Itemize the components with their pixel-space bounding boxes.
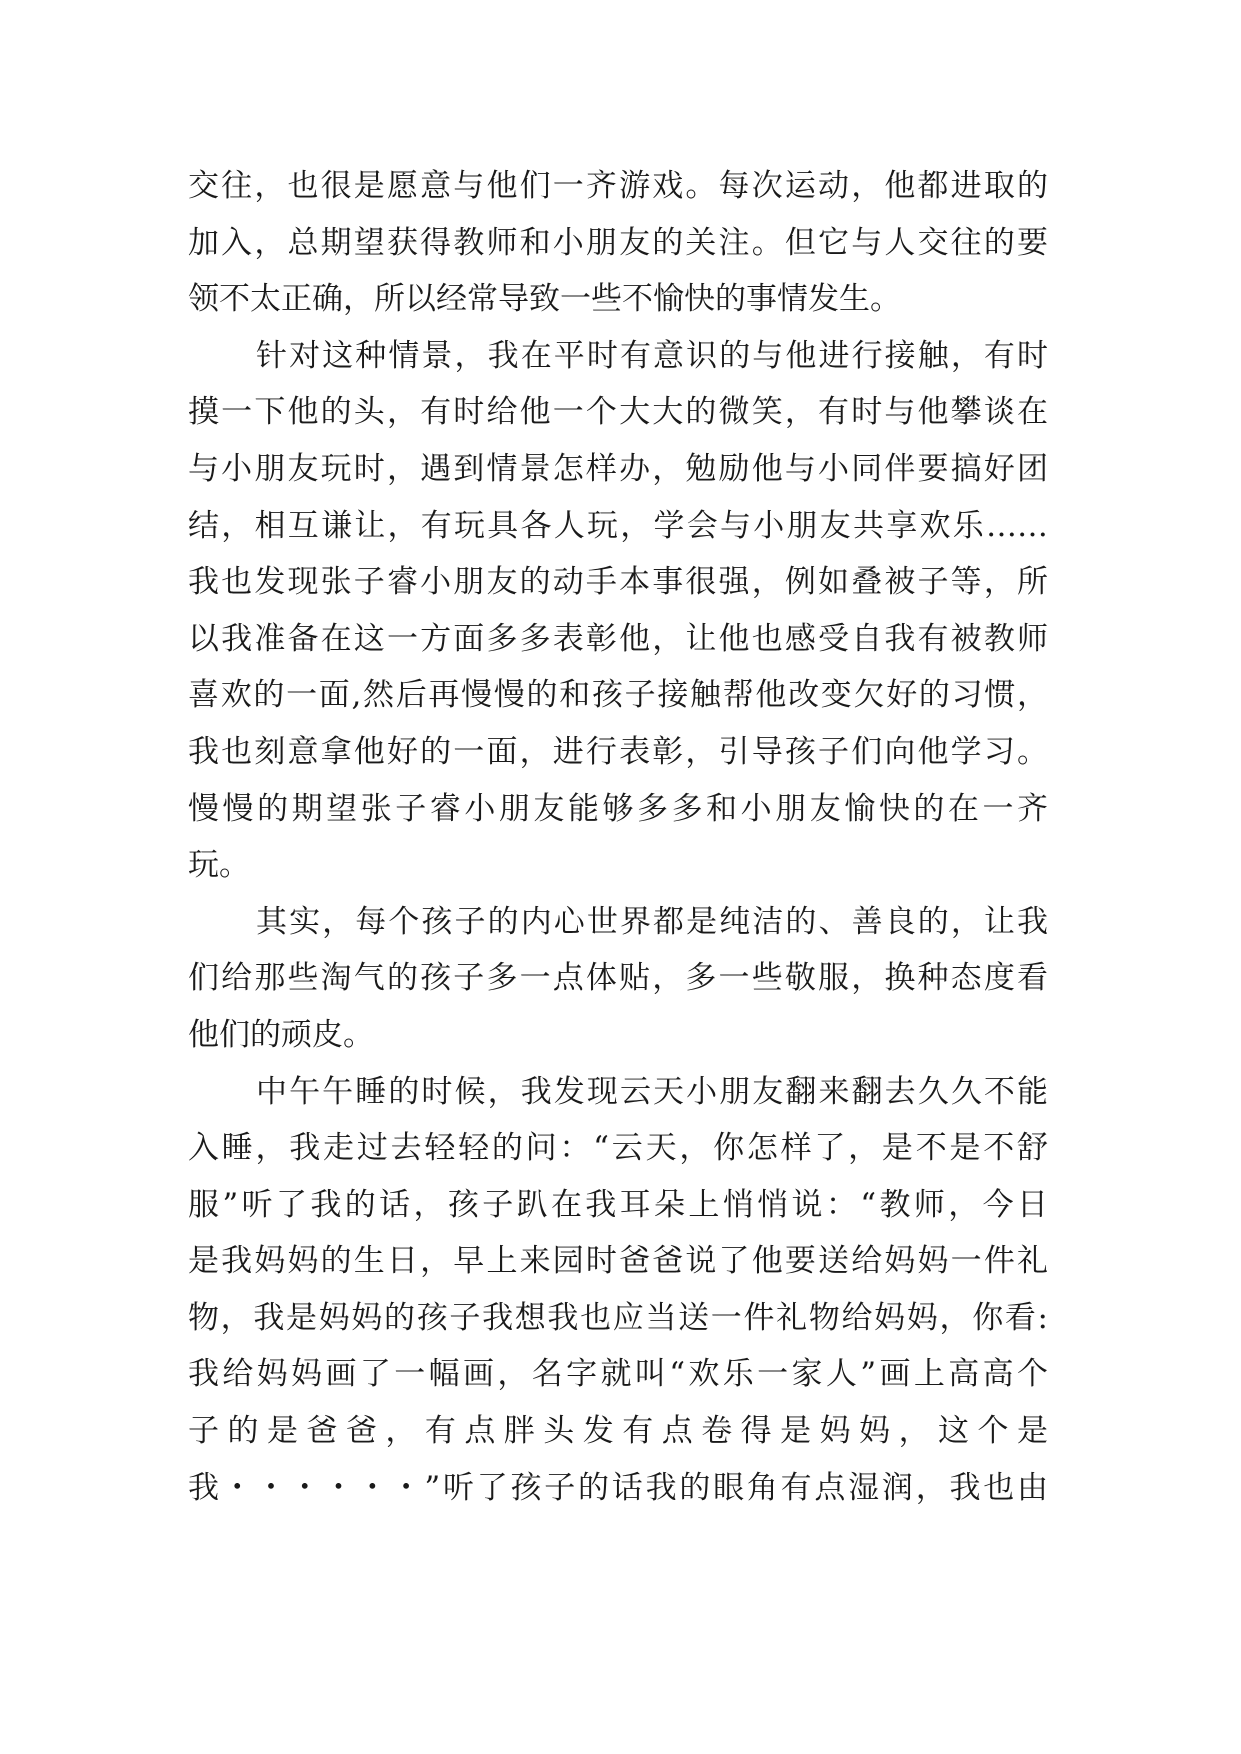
- text-line: 摸一下他的头，有时给他一个大大的微笑，有时与他攀谈在: [188, 394, 1048, 431]
- text-line: 玩。: [188, 847, 250, 884]
- text-line: 领不太正确，所以经常导致一些不愉快的事情发生。: [188, 281, 901, 318]
- text-line: 喜欢的一面,然后再慢慢的和孩子接触帮他改变欠好的习惯，: [188, 677, 1048, 714]
- text-line: 我也发现张子睿小朋友的动手本事很强，例如叠被子等，所: [188, 564, 1048, 601]
- text-line: 其实，每个孩子的内心世界都是纯洁的、善良的，让我: [256, 903, 1048, 940]
- text-line: 中午午睡的时候，我发现云天小朋友翻来翻去久久不能: [256, 1073, 1048, 1110]
- text-line: 他们的顽皮。: [188, 1016, 374, 1053]
- text-line: 以我准备在这一方面多多表彰他，让他也感受自我有被教师: [188, 620, 1048, 657]
- text-line: 结，相互谦让，有玩具各人玩，学会与小朋友共享欢乐……: [188, 507, 1048, 544]
- body-text: [188, 158, 1048, 1516]
- text-line: 加入，总期望获得教师和小朋友的关注。但它与人交往的要: [188, 224, 1048, 261]
- text-line: 服”听了我的话，孩子趴在我耳朵上悄悄说：“教师，今日: [188, 1186, 1048, 1223]
- text-line: 们给那些淘气的孩子多一点体贴，多一些敬服，换种态度看: [188, 960, 1048, 997]
- text-line: 物，我是妈妈的孩子我想我也应当送一件礼物给妈妈，你看:: [188, 1299, 1048, 1336]
- text-line: 交往，也很是愿意与他们一齐游戏。每次运动，他都进取的: [188, 168, 1048, 204]
- text-line: 与小朋友玩时，遇到情景怎样办，勉励他与小同伴要搞好团: [188, 450, 1048, 487]
- text-line: 我也刻意拿他好的一面，进行表彰，引导孩子们向他学习。: [188, 733, 1048, 770]
- text-line: 子的是爸爸，有点胖头发有点卷得是妈妈，这个是: [188, 1413, 1048, 1450]
- text-line: 针对这种情景，我在平时有意识的与他进行接触，有时: [256, 337, 1048, 374]
- text-line: 入睡，我走过去轻轻的问：“云天，你怎样了，是不是不舒: [188, 1130, 1048, 1167]
- text-line: 我给妈妈画了一幅画，名字就叫“欢乐一家人”画上高高个: [188, 1356, 1048, 1393]
- text-line: 慢慢的期望张子睿小朋友能够多多和小朋友愉快的在一齐: [188, 790, 1048, 827]
- text-line: 我・・・・・・”听了孩子的话我的眼角有点湿润，我也由: [188, 1469, 1048, 1506]
- text-line: 是我妈妈的生日，早上来园时爸爸说了他要送给妈妈一件礼: [188, 1243, 1048, 1280]
